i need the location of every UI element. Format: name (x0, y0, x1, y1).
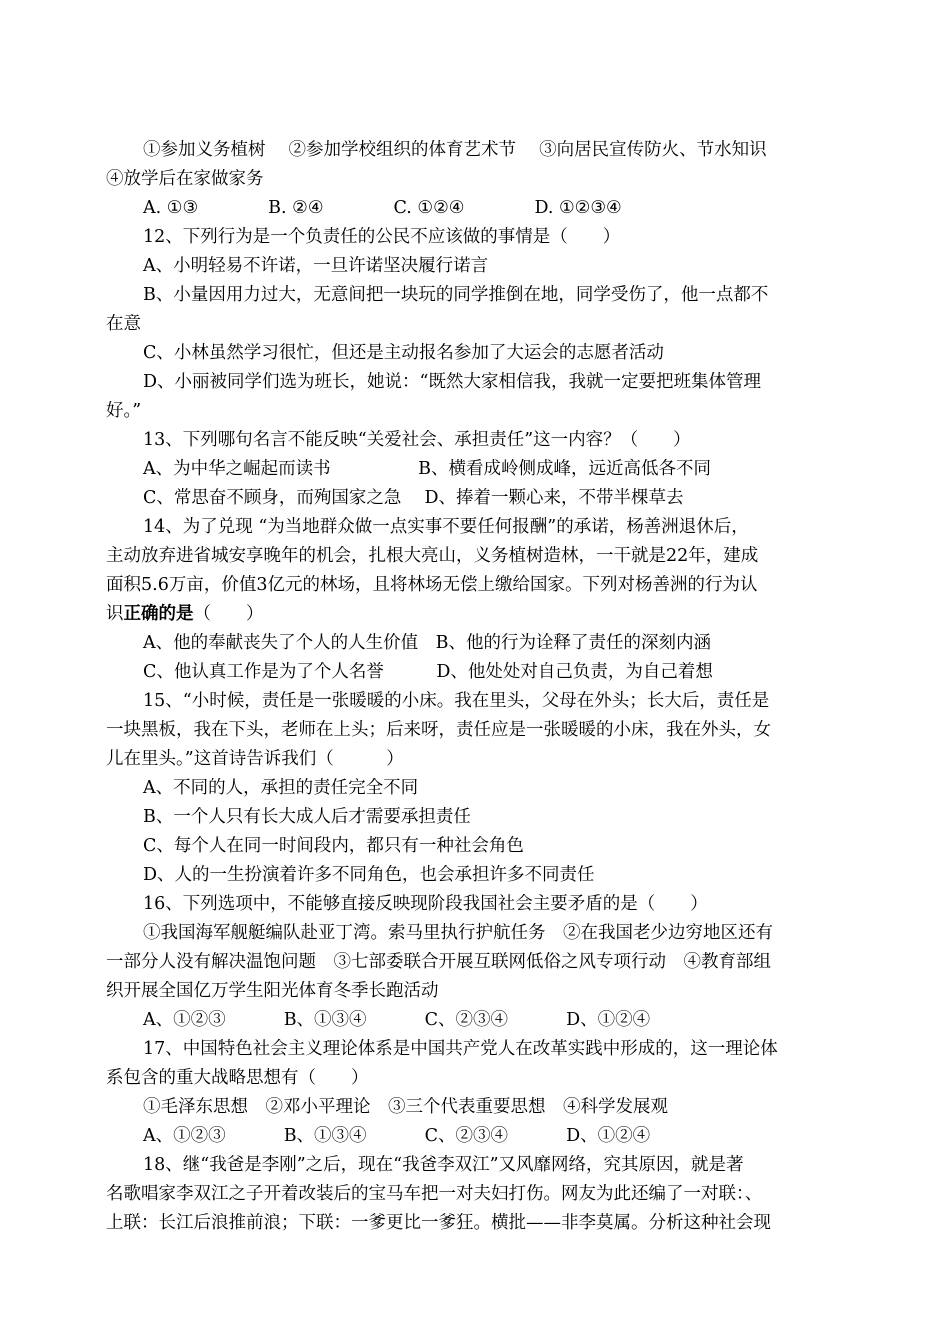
q15-option-a: A、不同的人，承担的责任完全不同 (143, 778, 419, 798)
q14-text: 识 (106, 604, 124, 624)
q11-options: A. ①③ B. ②④ C. ①②④ D. ①②③④ (143, 198, 622, 218)
q18-stem: 18、继“我爸是李刚”之后，现在“我爸李双江”又风靡网络，究其原因，就是著 (143, 1155, 744, 1175)
q14-answer-blank: （ ） (193, 604, 264, 624)
q17-statements: ①毛泽东思想 ②邓小平理论 ③三个代表重要思想 ④科学发展观 (143, 1097, 668, 1117)
q12-option-c: C、小林虽然学习很忙，但还是主动报名参加了大运会的志愿者活动 (143, 343, 664, 363)
q12-option-b-cont: 在意 (106, 314, 141, 334)
q17-stem-cont: 系包含的重大战略思想有（ ） (106, 1068, 369, 1088)
q18-stem-cont-2: 上联：长江后浪推前浪；下联：一爹更比一爹狂。横批——非李莫属。分析这种社会现 (106, 1213, 771, 1233)
q15-stem: 15、“小时候，责任是一张暖暖的小床。我在里头，父母在外头；长大后，责任是 (143, 691, 770, 711)
q17-stem: 17、中国特色社会主义理论体系是中国共产党人在改革实践中形成的，这一理论体 (143, 1039, 778, 1059)
q16-statements-cont-1: 一部分人没有解决温饱问题 ③七部委联合开展互联网低俗之风专项行动 ④教育部组 (106, 952, 771, 972)
q14-emphasis: 正确的是 (123, 604, 194, 624)
q12-option-d-cont: 好。” (106, 401, 142, 421)
q16-statements: ①我国海军舰艇编队赴亚丁湾。索马里执行护航任务 ②在我国老少边穷地区还有 (143, 923, 773, 943)
q15-option-d: D、人的一生扮演着许多不同角色，也会承担许多不同责任 (143, 865, 595, 885)
q11-statements-line: ①参加义务植树 ②参加学校组织的体育艺术节 ③向居民宣传防火、节水知识 (143, 140, 767, 160)
q12-option-a: A、小明轻易不许诺，一旦许诺坚决履行诺言 (143, 256, 489, 276)
q14-stem-cont-3 (106, 603, 264, 625)
q16-statements-cont-2: 织开展全国亿万学生阳光体育冬季长跑活动 (106, 981, 439, 1001)
q13-options-ab: A、为中华之崛起而读书 B、横看成岭侧成峰，远近高低各不同 (143, 459, 711, 479)
q12-stem: 12、下列行为是一个负责任的公民不应该做的事情是（ ） (143, 227, 621, 247)
q16-options: A、①②③ B、①③④ C、②③④ D、①②④ (143, 1010, 651, 1030)
q13-stem: 13、下列哪句名言不能反映“关爱社会、承担责任”这一内容？（ ） (143, 430, 691, 450)
q14-stem-cont-1: 主动放弃进省城安享晚年的机会，扎根大亮山，义务植树造林，一干就是22年，建成 (106, 546, 759, 566)
q15-stem-cont-2: 儿在里头。”这首诗告诉我们（ ） (106, 749, 404, 769)
q14-stem-cont-2: 面积5.6万亩，价值3亿元的林场，且将林场无偿上缴给国家。下列对杨善洲的行为认 (106, 575, 758, 595)
q14-stem: 14、为了兑现 “为当地群众做一点实事不要任何报酬”的承诺，杨善洲退休后， (143, 517, 749, 537)
q11-statements-cont: ④放学后在家做家务 (106, 169, 264, 189)
q17-options: A、①②③ B、①③④ C、②③④ D、①②④ (143, 1126, 651, 1146)
q13-options-cd: C、常思奋不顾身，而殉国家之急 D、捧着一颗心来，不带半棵草去 (143, 488, 684, 508)
q12-option-d: D、小丽被同学们选为班长，她说：“既然大家相信我，我就一定要把班集体管理 (143, 372, 761, 392)
q18-stem-cont-1: 名歌唱家李双江之子开着改装后的宝马车把一对夫妇打伤。网友为此还编了一对联：、 (106, 1184, 763, 1204)
q12-option-b: B、小量因用力过大，无意间把一块玩的同学推倒在地，同学受伤了，他一点都不 (143, 285, 769, 305)
q15-option-b: B、一个人只有长大成人后才需要承担责任 (143, 807, 471, 827)
q15-stem-cont-1: 一块黑板，我在下头，老师在上头；后来呀，责任应是一张暖暖的小床，我在外头，女 (106, 720, 771, 740)
q14-options-ab: A、他的奉献丧失了个人的人生价值 B、他的行为诠释了责任的深刻内涵 (143, 633, 711, 653)
q14-options-cd: C、他认真工作是为了个人名誉 D、他处处对自己负责，为自己着想 (143, 662, 713, 682)
q16-stem: 16、下列选项中，不能够直接反映现阶段我国社会主要矛盾的是（ ） (143, 894, 708, 914)
q15-option-c: C、每个人在同一时间段内，都只有一种社会角色 (143, 836, 524, 856)
